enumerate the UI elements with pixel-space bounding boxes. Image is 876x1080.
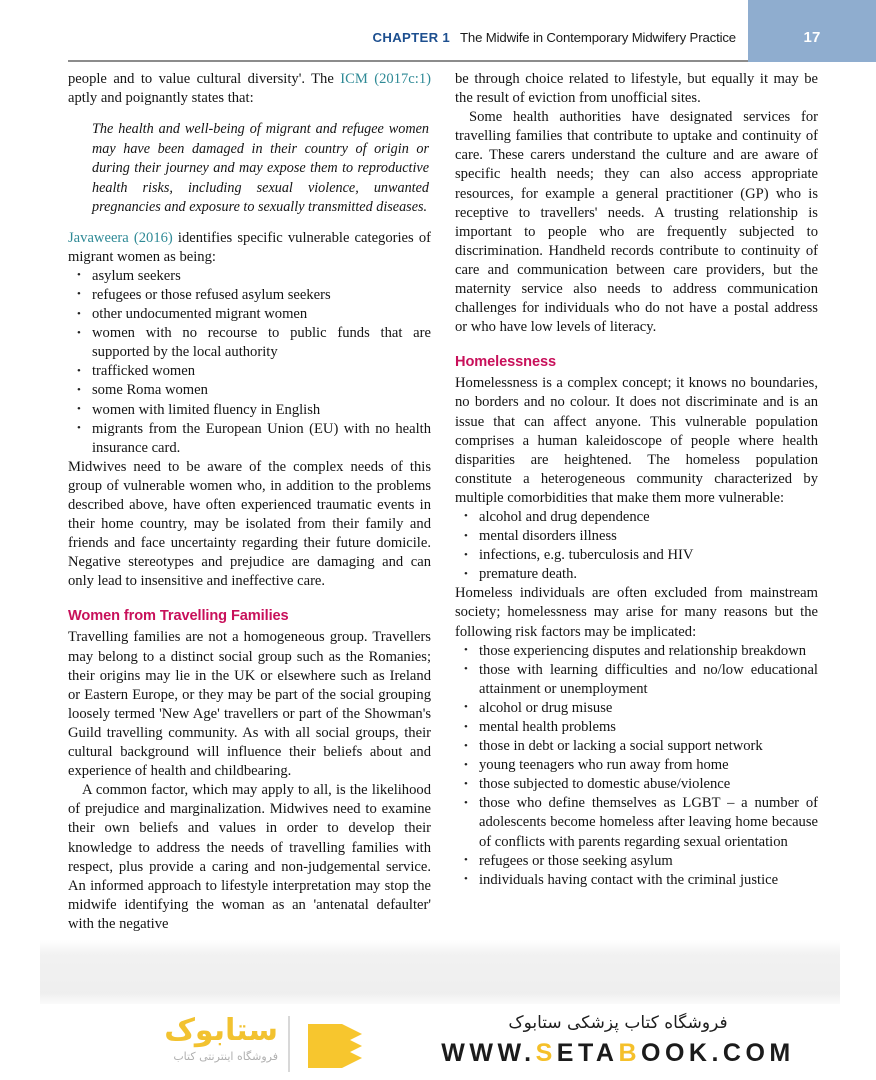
list-item: • young teenagers who run away from home	[455, 756, 818, 775]
list-item: • some Roma women	[68, 381, 431, 400]
footer-watermark	[0, 1004, 876, 1080]
url-part-highlight-b: B	[618, 1039, 642, 1067]
page-header	[0, 0, 876, 62]
setabook-logo[interactable]	[88, 1012, 358, 1076]
list-item: • trafficked women	[68, 362, 431, 381]
paragraph-javaweera	[68, 229, 431, 267]
logo-wordmark: ستابوک	[164, 1013, 278, 1048]
risk-factors-list	[455, 642, 818, 890]
paragraph-travelling-1: Travelling families are not a homogeneous group. Travellers may belong to a distinct social group such as the Romanies; their origins may lie in the UK or elsewhere such as Ireland or Eastern Europe, or they may be part of the social grouping loosely termed 'New Age' travellers or part of the Showman's Guild travelling community. As with all social groups, their cultural background will influence their beliefs about and experience of health and childbearing.	[68, 629, 431, 780]
paragraph-homelessness-intro: Homelessness is a complex concept; it knows no boundaries, no borders and no colour. It does not discriminate and is an issue that can affect anyone. This vulnerable population comprises a human kaleidoscope of people where health disparities are heightened. The homeless population constitute a heterogeneous community characterized by multiple comorbidities that make them more vulnerable:	[455, 375, 818, 506]
list-item: • women with limited fluency in English	[68, 401, 431, 420]
footer-text-group	[408, 1010, 828, 1070]
para-continued-tail: aptly and poignantly states that:	[68, 90, 254, 107]
list-item: • women with no recourse to public funds that are supported by the local authority	[68, 324, 431, 362]
para-continued-head: people and to value cultural diversity'. The	[68, 71, 334, 87]
chapter-label: CHAPTER 1	[372, 30, 450, 45]
list-item: • those subjected to domestic abuse/violence	[455, 775, 818, 794]
two-column-body	[0, 70, 876, 1020]
paragraph-risk-factors-intro: Homeless individuals are often excluded from mainstream society; homelessness may arise for many reasons but the following risk factors may be implicated:	[455, 585, 818, 640]
list-item: • asylum seekers	[68, 267, 431, 286]
list-item: • infections, e.g. tuberculosis and HIV	[455, 546, 818, 565]
list-item: • migrants from the European Union (EU) with no health insurance card.	[68, 420, 431, 458]
citation-link-icm[interactable]: ICM (2017c:1)	[340, 71, 431, 87]
para-javaweera-tail: identifies specific vulnerable categories of migrant women as being:	[68, 229, 431, 265]
running-title: The Midwife in Contemporary Midwifery Practice	[460, 30, 736, 45]
url-part-highlight-s: S	[535, 1039, 557, 1067]
footer-url[interactable]	[408, 1036, 828, 1070]
list-item: • alcohol and drug dependence	[455, 508, 818, 527]
logo-subtitle: فروشگاه اینترنتی کتاب	[173, 1050, 278, 1063]
list-item: • alcohol or drug misuse	[455, 699, 818, 718]
list-item: • other undocumented migrant women	[68, 305, 431, 324]
citation-link-javaweera[interactable]: Javaweera (2016)	[68, 229, 173, 246]
list-item: • those with learning difficulties and no/low educational attainment or unemployment	[455, 661, 818, 699]
list-item: • individuals having contact with the criminal justice	[455, 871, 818, 890]
blockquote-icm: The health and well-being of migrant and refugee women may have been damaged in their country of origin or during their journey and may expose them to reproductive health risks, including sexual violence, unwanted pregnancies and exposure to sexually transmitted diseases.	[92, 121, 429, 216]
vulnerable-categories-list	[68, 267, 431, 458]
list-item: • refugees or those seeking asylum	[455, 852, 818, 871]
section-heading-travelling-families: Women from Travelling Families	[68, 608, 289, 625]
list-item: • premature death.	[455, 565, 818, 584]
paragraph-travelling-2: A common factor, which may apply to all, is the likelihood of prejudice and marginalization. Midwives need to examine their own beliefs and values in order to develop their knowledge to address the needs of travelling families with respect, plus provide a caring and non-judgemental service. An informed approach to lifestyle interpretation may stop the midwife identifying the woman as an 'antenatal defaulter' with the negative	[68, 782, 431, 932]
list-item: • those in debt or lacking a social support network	[455, 737, 818, 756]
url-part: OOK.COM	[641, 1039, 795, 1067]
section-heading-homelessness: Homelessness	[455, 354, 557, 371]
running-head	[0, 30, 736, 45]
list-item: • refugees or those refused asylum seekers	[68, 286, 431, 305]
paragraph-continued-diversity	[68, 70, 431, 108]
left-column	[68, 70, 431, 934]
comorbidities-list	[455, 508, 818, 584]
footer-tagline: فروشگاه کتاب پزشکی ستابوک	[508, 1013, 728, 1033]
paragraph-designated-services: Some health authorities have designated services for travelling families that contribute to uptake and continuity of care. These carers understand the culture and are aware of specific health needs; they can also access appropriate resources, for example a general practitioner (GP) who is receptive to travellers' needs. A trusting relationship is important to people who are frequently subjected to discrimination. Handheld records contribute to continuity of care and communication between care providers, but the maternity service also needs to address communication challenges for individuals who do not have a postal address or who have low levels of literacy.	[455, 109, 818, 336]
logo-divider	[288, 1016, 290, 1072]
list-item: • those who define themselves as LGBT – a number of adolescents become homeless after leaving home because of conflicts with parents regarding sexual orientation	[455, 794, 818, 851]
list-item: • those experiencing disputes and relationship breakdown	[455, 642, 818, 661]
header-rule	[68, 60, 748, 62]
paragraph-midwives-awareness: Midwives need to be aware of the complex needs of this group of vulnerable women who, in addition to the problems described above, have often experienced traumatic events in their home country, may be isolated from their family and friends and face uncertainty regarding their future domicile. Negative stereotypes and prejudice are damaging and can only lead to insensitive and ineffective care.	[68, 458, 431, 590]
url-part: WWW.	[441, 1039, 536, 1067]
list-item: • mental health problems	[455, 718, 818, 737]
page-number: 17	[803, 29, 821, 46]
paragraph-continued-choice: be through choice related to lifestyle, but equally it may be the result of eviction from unofficial sites.	[455, 71, 818, 107]
chevron-logo-icon	[306, 1022, 376, 1072]
url-part: ETA	[556, 1039, 619, 1067]
right-column	[455, 70, 818, 890]
list-item: • mental disorders illness	[455, 527, 818, 546]
